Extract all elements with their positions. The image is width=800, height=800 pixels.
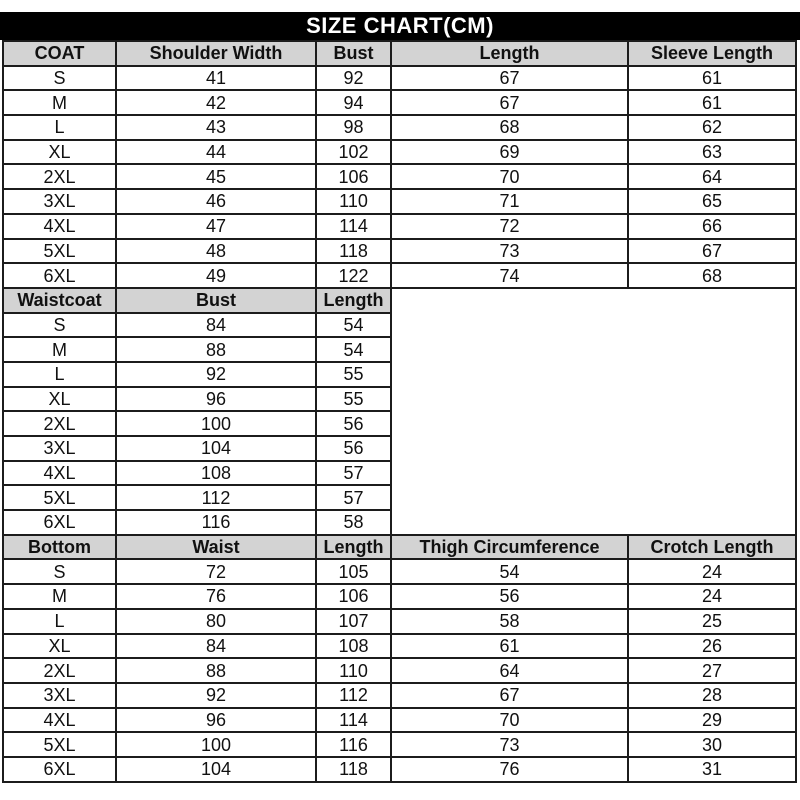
waistcoat-size-label: 4XL [3,461,116,486]
waistcoat-column-header: Length [316,288,391,313]
bottom-value-cell: 92 [116,683,316,708]
coat-value-cell: 71 [391,189,628,214]
coat-size-label: 3XL [3,189,116,214]
waistcoat-value-cell: 57 [316,485,391,510]
bottom-column-header: Thigh Circumference [391,535,628,560]
bottom-value-cell: 108 [316,634,391,659]
coat-value-cell: 92 [316,66,391,91]
waistcoat-value-cell: 100 [116,411,316,436]
bottom-size-label: L [3,609,116,634]
bottom-value-cell: 76 [116,584,316,609]
bottom-value-cell: 28 [628,683,796,708]
bottom-column-header: Crotch Length [628,535,796,560]
waistcoat-value-cell: 57 [316,461,391,486]
bottom-value-cell: 100 [116,732,316,757]
coat-row-m [3,90,796,115]
bottom-row-l [3,609,796,634]
title-bar [0,12,800,40]
waistcoat-size-label: 2XL [3,411,116,436]
coat-value-cell: 46 [116,189,316,214]
coat-value-cell: 68 [628,263,796,288]
waistcoat-column-header: Bust [116,288,316,313]
coat-size-label: M [3,90,116,115]
bottom-value-cell: 56 [391,584,628,609]
bottom-value-cell: 104 [116,757,316,782]
coat-header-row [3,41,796,66]
bottom-size-label: S [3,559,116,584]
size-chart-body [3,41,796,782]
bottom-row-xl [3,634,796,659]
coat-value-cell: 65 [628,189,796,214]
coat-value-cell: 43 [116,115,316,140]
waistcoat-value-cell: 56 [316,436,391,461]
bottom-value-cell: 25 [628,609,796,634]
coat-value-cell: 61 [628,66,796,91]
waistcoat-value-cell: 88 [116,337,316,362]
coat-size-label: 6XL [3,263,116,288]
coat-value-cell: 70 [391,164,628,189]
bottom-value-cell: 67 [391,683,628,708]
waistcoat-size-label: 5XL [3,485,116,510]
waistcoat-value-cell: 112 [116,485,316,510]
bottom-row-6xl [3,757,796,782]
waistcoat-value-cell: 104 [116,436,316,461]
coat-value-cell: 73 [391,239,628,264]
waistcoat-size-label: 6XL [3,510,116,535]
bottom-size-label: M [3,584,116,609]
coat-value-cell: 72 [391,214,628,239]
bottom-value-cell: 118 [316,757,391,782]
bottom-row-5xl [3,732,796,757]
coat-value-cell: 62 [628,115,796,140]
waistcoat-value-cell: 58 [316,510,391,535]
bottom-value-cell: 58 [391,609,628,634]
bottom-value-cell: 107 [316,609,391,634]
coat-value-cell: 61 [628,90,796,115]
bottom-value-cell: 27 [628,658,796,683]
coat-column-header: Bust [316,41,391,66]
coat-value-cell: 110 [316,189,391,214]
coat-value-cell: 45 [116,164,316,189]
coat-row-s [3,66,796,91]
coat-column-header: COAT [3,41,116,66]
bottom-row-3xl [3,683,796,708]
coat-value-cell: 68 [391,115,628,140]
waistcoat-value-cell: 84 [116,313,316,338]
waistcoat-size-label: XL [3,387,116,412]
coat-value-cell: 44 [116,140,316,165]
size-chart-table [2,40,797,783]
coat-value-cell: 41 [116,66,316,91]
bottom-size-label: 2XL [3,658,116,683]
coat-row-4xl [3,214,796,239]
waistcoat-value-cell: 116 [116,510,316,535]
coat-size-label: S [3,66,116,91]
bottom-column-header: Waist [116,535,316,560]
waistcoat-value-cell: 108 [116,461,316,486]
bottom-row-2xl [3,658,796,683]
bottom-column-header: Length [316,535,391,560]
bottom-value-cell: 112 [316,683,391,708]
coat-value-cell: 94 [316,90,391,115]
bottom-size-label: 3XL [3,683,116,708]
coat-size-label: 4XL [3,214,116,239]
coat-row-3xl [3,189,796,214]
bottom-row-4xl [3,708,796,733]
waistcoat-value-cell: 56 [316,411,391,436]
coat-row-l [3,115,796,140]
bottom-value-cell: 114 [316,708,391,733]
coat-value-cell: 106 [316,164,391,189]
bottom-value-cell: 24 [628,584,796,609]
bottom-value-cell: 80 [116,609,316,634]
coat-row-xl [3,140,796,165]
bottom-value-cell: 96 [116,708,316,733]
bottom-size-label: XL [3,634,116,659]
waistcoat-value-cell: 96 [116,387,316,412]
bottom-value-cell: 31 [628,757,796,782]
bottom-size-label: 6XL [3,757,116,782]
coat-row-5xl [3,239,796,264]
bottom-value-cell: 29 [628,708,796,733]
waistcoat-value-cell: 55 [316,387,391,412]
bottom-size-label: 5XL [3,732,116,757]
waistcoat-value-cell: 54 [316,337,391,362]
bottom-value-cell: 26 [628,634,796,659]
coat-value-cell: 63 [628,140,796,165]
coat-size-label: XL [3,140,116,165]
bottom-row-m [3,584,796,609]
coat-value-cell: 67 [628,239,796,264]
coat-value-cell: 47 [116,214,316,239]
bottom-value-cell: 116 [316,732,391,757]
coat-value-cell: 42 [116,90,316,115]
coat-value-cell: 98 [316,115,391,140]
coat-column-header: Shoulder Width [116,41,316,66]
bottom-value-cell: 24 [628,559,796,584]
coat-value-cell: 74 [391,263,628,288]
coat-size-label: L [3,115,116,140]
bottom-value-cell: 30 [628,732,796,757]
coat-size-label: 2XL [3,164,116,189]
coat-value-cell: 118 [316,239,391,264]
bottom-value-cell: 105 [316,559,391,584]
coat-value-cell: 114 [316,214,391,239]
coat-column-header: Sleeve Length [628,41,796,66]
waistcoat-header-row [3,288,796,313]
bottom-value-cell: 106 [316,584,391,609]
coat-value-cell: 67 [391,66,628,91]
coat-value-cell: 69 [391,140,628,165]
bottom-value-cell: 64 [391,658,628,683]
waistcoat-value-cell: 92 [116,362,316,387]
waistcoat-size-label: M [3,337,116,362]
waistcoat-empty-area [391,288,796,535]
waistcoat-column-header: Waistcoat [3,288,116,313]
bottom-size-label: 4XL [3,708,116,733]
waistcoat-value-cell: 54 [316,313,391,338]
coat-value-cell: 66 [628,214,796,239]
bottom-value-cell: 61 [391,634,628,659]
bottom-column-header: Bottom [3,535,116,560]
coat-value-cell: 48 [116,239,316,264]
bottom-value-cell: 76 [391,757,628,782]
coat-row-2xl [3,164,796,189]
waistcoat-size-label: S [3,313,116,338]
coat-column-header: Length [391,41,628,66]
waistcoat-size-label: 3XL [3,436,116,461]
bottom-row-s [3,559,796,584]
coat-value-cell: 64 [628,164,796,189]
waistcoat-size-label: L [3,362,116,387]
bottom-value-cell: 72 [116,559,316,584]
coat-row-6xl [3,263,796,288]
coat-value-cell: 102 [316,140,391,165]
bottom-value-cell: 88 [116,658,316,683]
coat-value-cell: 67 [391,90,628,115]
page-title: SIZE CHART(CM) [306,13,494,38]
bottom-value-cell: 73 [391,732,628,757]
bottom-header-row [3,535,796,560]
bottom-value-cell: 70 [391,708,628,733]
bottom-value-cell: 110 [316,658,391,683]
coat-value-cell: 49 [116,263,316,288]
coat-size-label: 5XL [3,239,116,264]
bottom-value-cell: 54 [391,559,628,584]
coat-value-cell: 122 [316,263,391,288]
waistcoat-value-cell: 55 [316,362,391,387]
bottom-value-cell: 84 [116,634,316,659]
